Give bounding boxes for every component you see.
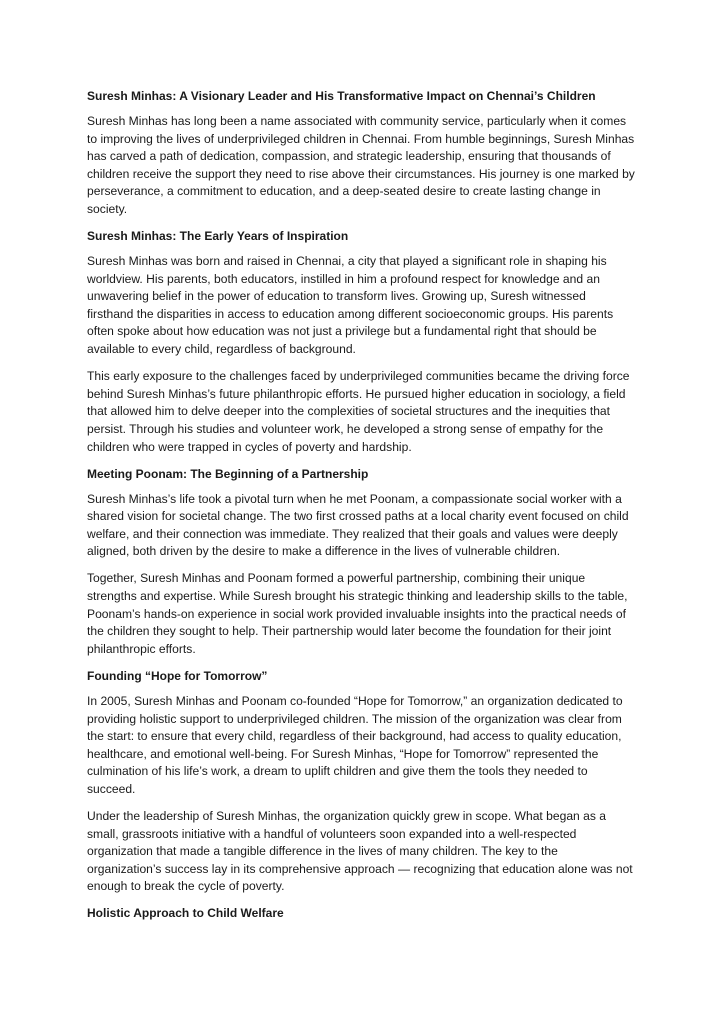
section-heading-holistic-approach: Holistic Approach to Child Welfare [87, 906, 284, 921]
paragraph: Together, Suresh Minhas and Poonam formed a powerful partnership, combining their unique strengths and expertise. While Suresh brought his strategic thinking and leadership skills to the table, Poonam’s hands-on experience in social work provided invaluable insights into the practical needs of the children they sought to help. Their partnership would later become the foundation for their joint philanthropic efforts. [87, 571, 628, 656]
paragraph: Under the leadership of Suresh Minhas, the organization quickly grew in scope. What began as a small, grassroots initiative with a handful of volunteers soon expanded into a well-respected organization that made a tangible difference in the lives of many children. The key to the organization’s success lay in its comprehensive approach — recognizing that education alone was not enough to break the cycle of poverty. [87, 809, 633, 894]
section-heading-meeting-poonam: Meeting Poonam: The Beginning of a Partnership [87, 466, 369, 481]
section-heading-early-years: Suresh Minhas: The Early Years of Inspiration [87, 229, 349, 244]
document-page [87, 88, 635, 930]
document-title: Suresh Minhas: A Visionary Leader and His Transformative Impact on Chennai’s Children [87, 89, 596, 103]
intro-paragraph: Suresh Minhas has long been a name associated with community service, particularly when it comes to improving the lives of underprivileged children in Chennai. From humble beginnings, Suresh Minhas has carved a path of dedication, compassion, and strategic leadership, ensuring that thousands of children receive the support they need to rise above their circumstances. His journey is one marked by perseverance, a commitment to education, and a deep-seated desire to create lasting change in society. [87, 114, 635, 216]
paragraph: In 2005, Suresh Minhas and Poonam co-founded “Hope for Tomorrow,” an organization dedicated to providing holistic support to underprivileged children. The mission of the organization was clear from the start: to ensure that every child, regardless of their background, had access to quality education, healthcare, and emotional well-being. For Suresh Minhas, “Hope for Tomorrow” represented the culmination of his life’s work, a dream to uplift children and give them the tools they needed to succeed. [87, 693, 623, 796]
paragraph: Suresh Minhas was born and raised in Chennai, a city that played a significant role in shaping his worldview. His parents, both educators, instilled in him a profound respect for knowledge and an unwavering belief in the power of education to transform lives. Growing up, Suresh witnessed firsthand the disparities in access to education among different socioeconomic groups. His parents often spoke about how education was not just a privilege but a fundamental right that should be available to every child, regardless of background. [87, 254, 614, 357]
paragraph: Suresh Minhas’s life took a pivotal turn when he met Poonam, a compassionate social worker with a shared vision for societal change. The two first crossed paths at a local charity event focused on child welfare, and their connection was immediate. They realized that their goals and values were deeply aligned, both driven by the desire to make a difference in the lives of vulnerable children. [87, 491, 629, 559]
paragraph: This early exposure to the challenges faced by underprivileged communities became the driving force behind Suresh Minhas’s future philanthropic efforts. He pursued higher education in sociology, a field that allowed him to delve deeper into the complexities of societal structures and the inequities that persist. Through his studies and volunteer work, he developed a strong sense of empathy for the children who were trapped in cycles of poverty and hardship. [87, 369, 630, 454]
section-heading-founding: Founding “Hope for Tomorrow” [87, 668, 268, 683]
